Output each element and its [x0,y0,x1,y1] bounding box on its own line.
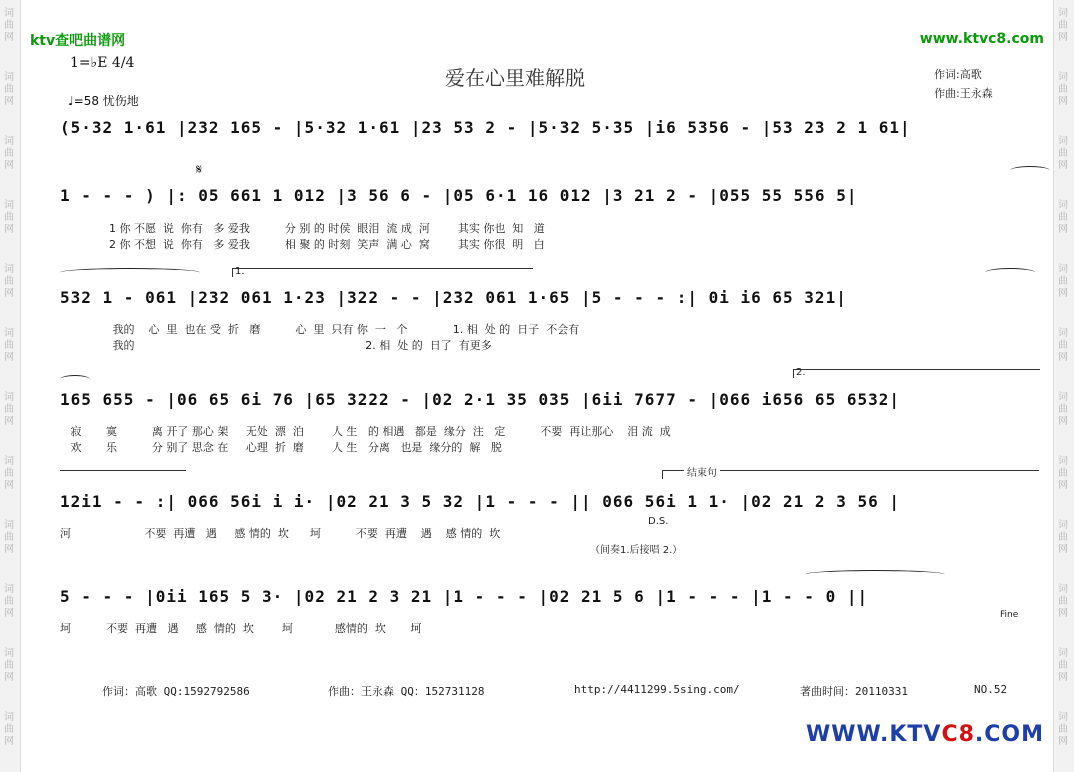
margin-watermark: 词曲网 [1058,584,1068,619]
lyric-line-4-verse-2: 欢 乐 分 别了 思念 在 心理 折 磨 人 生 分离 也是 缘分的 解 脱 [60,441,502,454]
lyric-line-2-verse-1: 1 你 不愿 说 你有 多 爱我 分 别 的 时侯 眼泪 流 成 河 其实 你也 知 道 [60,222,545,235]
margin-watermark: 词曲网 [4,648,14,683]
margin-watermark: 词曲网 [1058,520,1068,555]
segno-icon: 𝄋 [196,162,203,178]
lyric-line-2-verse-2: 2 你 不想 说 你有 多 爱我 相 聚 的 时刻 笑声 满 心 窝 其实 你很 明 白 [60,238,545,251]
margin-watermark: 词曲网 [1058,72,1068,107]
tie-mark [60,375,90,384]
tie-mark [60,268,200,277]
tie-mark [985,268,1035,277]
tie-mark [805,570,945,579]
margin-watermark: 词曲网 [1058,712,1068,747]
tie-mark [1010,166,1050,175]
composer-credit: 作曲:王永森 [934,87,993,100]
ending-label: 结束句 [684,464,720,479]
margin-watermark: 词曲网 [4,328,14,363]
footer-lyricist: 作词：高歌 QQ:1592792586 [102,685,250,698]
margin-watermark: 词曲网 [4,200,14,235]
song-title: 爱在心里难解脱 [445,66,585,90]
footer-url: http://4411299.5sing.com/ [574,683,740,696]
margin-watermark: 词曲网 [1058,392,1068,427]
margin-watermark: 词曲网 [4,136,14,171]
margin-watermark: 词曲网 [1058,456,1068,491]
margin-watermark: 词曲网 [1058,264,1068,299]
margin-watermark: 词曲网 [4,584,14,619]
lyric-line-3-verse-2: 我的 2. 相 处 的 日了 有更多 [60,339,492,352]
margin-watermark: 词曲网 [4,712,14,747]
score-line-3: 532 1 - 061 |232 061 1·23 |322 - - |232 061 1·65 |5 - - - :| 0i i6 65 321| [60,288,847,307]
score-line-5: 12i1 - - :| 066 56i i i· |02 21 3 5 32 |1 - - - || 066 56i 1 1· |02 21 2 3 56 | [60,492,900,511]
margin-watermark: 词曲网 [1058,648,1068,683]
lyric-line-3-verse-1: 我的 心 里 也在 受 折 磨 心 里 只有 你 一 个 1. 相 处 的 日子 不会有 [60,323,580,336]
margin-watermark: 词曲网 [4,456,14,491]
score-line-6: 5 - - - |0ii 165 5 3· |02 21 2 3 21 |1 - - - |02 21 5 6 |1 - - - |1 - - 0 || [60,587,869,606]
score-line-2: 1 - - - ) |: 05 661 1 012 |3 56 6 - |05 6·1 16 012 |3 21 2 - |055 55 556 5| [60,186,858,205]
key-signature: 1=♭E 4/4 [70,55,135,71]
volta-bracket-2 [793,369,1040,378]
margin-watermark: 词曲网 [4,264,14,299]
volta-bracket-1 [232,268,533,277]
margin-watermark: 词曲网 [1058,328,1068,363]
bottom-watermark: WWW.KTVC8.COM [805,722,1044,747]
margin-watermark: 词曲网 [1058,136,1068,171]
fine-mark: Fine [1000,610,1019,620]
footer-number: NO.52 [974,683,1008,696]
lyric-line-4-verse-1: 寂 寞 离 开了 那心 架 无处 漂 泊 人 生 的 相遇 都是 缘分 注 定 不要 再让那心 泪 流 成 [60,425,671,438]
volta-bracket-cont [60,470,186,479]
site-url-right: www.ktvc8.com [919,31,1044,47]
footer-date: 著曲时间：20110331 [800,685,908,698]
score-line-1: (5·32 1·61 |232 165 - |5·32 1·61 |23 53 2 - |5·32 5·35 |i6 5356 - |53 23 2 1 61| [60,118,911,137]
lyric-line-6: 坷 不要 再遭 遇 感 情的 坎 坷 感情的 坎 坷 [60,622,422,635]
margin-watermark: 词曲网 [4,72,14,107]
performance-note: （间奏1.后接唱 2.） [590,545,683,556]
lyricist-credit: 作词:高歌 [934,68,982,81]
margin-watermark: 词曲网 [4,8,14,43]
score-line-4: 165 655 - |06 65 6i 76 |65 3222 - |02 2·1 35 035 |6ii 7677 - |066 i656 65 6532| [60,390,900,409]
lyric-line-5: 河 不要 再遭 遇 感 情的 坎 坷 不要 再遭 遇 感 情的 坎 [60,527,501,540]
footer-composer: 作曲：王永森 QQ：152731128 [328,685,485,698]
margin-watermark: 词曲网 [1058,200,1068,235]
margin-watermark: 词曲网 [4,392,14,427]
dal-segno-mark: D.S. [648,516,669,527]
tempo-marking: ♩=58 忧伤地 [68,94,139,108]
margin-watermark: 词曲网 [4,520,14,555]
margin-watermark: 词曲网 [1058,8,1068,43]
site-name-left: ktv查吧曲谱网 [30,33,126,49]
